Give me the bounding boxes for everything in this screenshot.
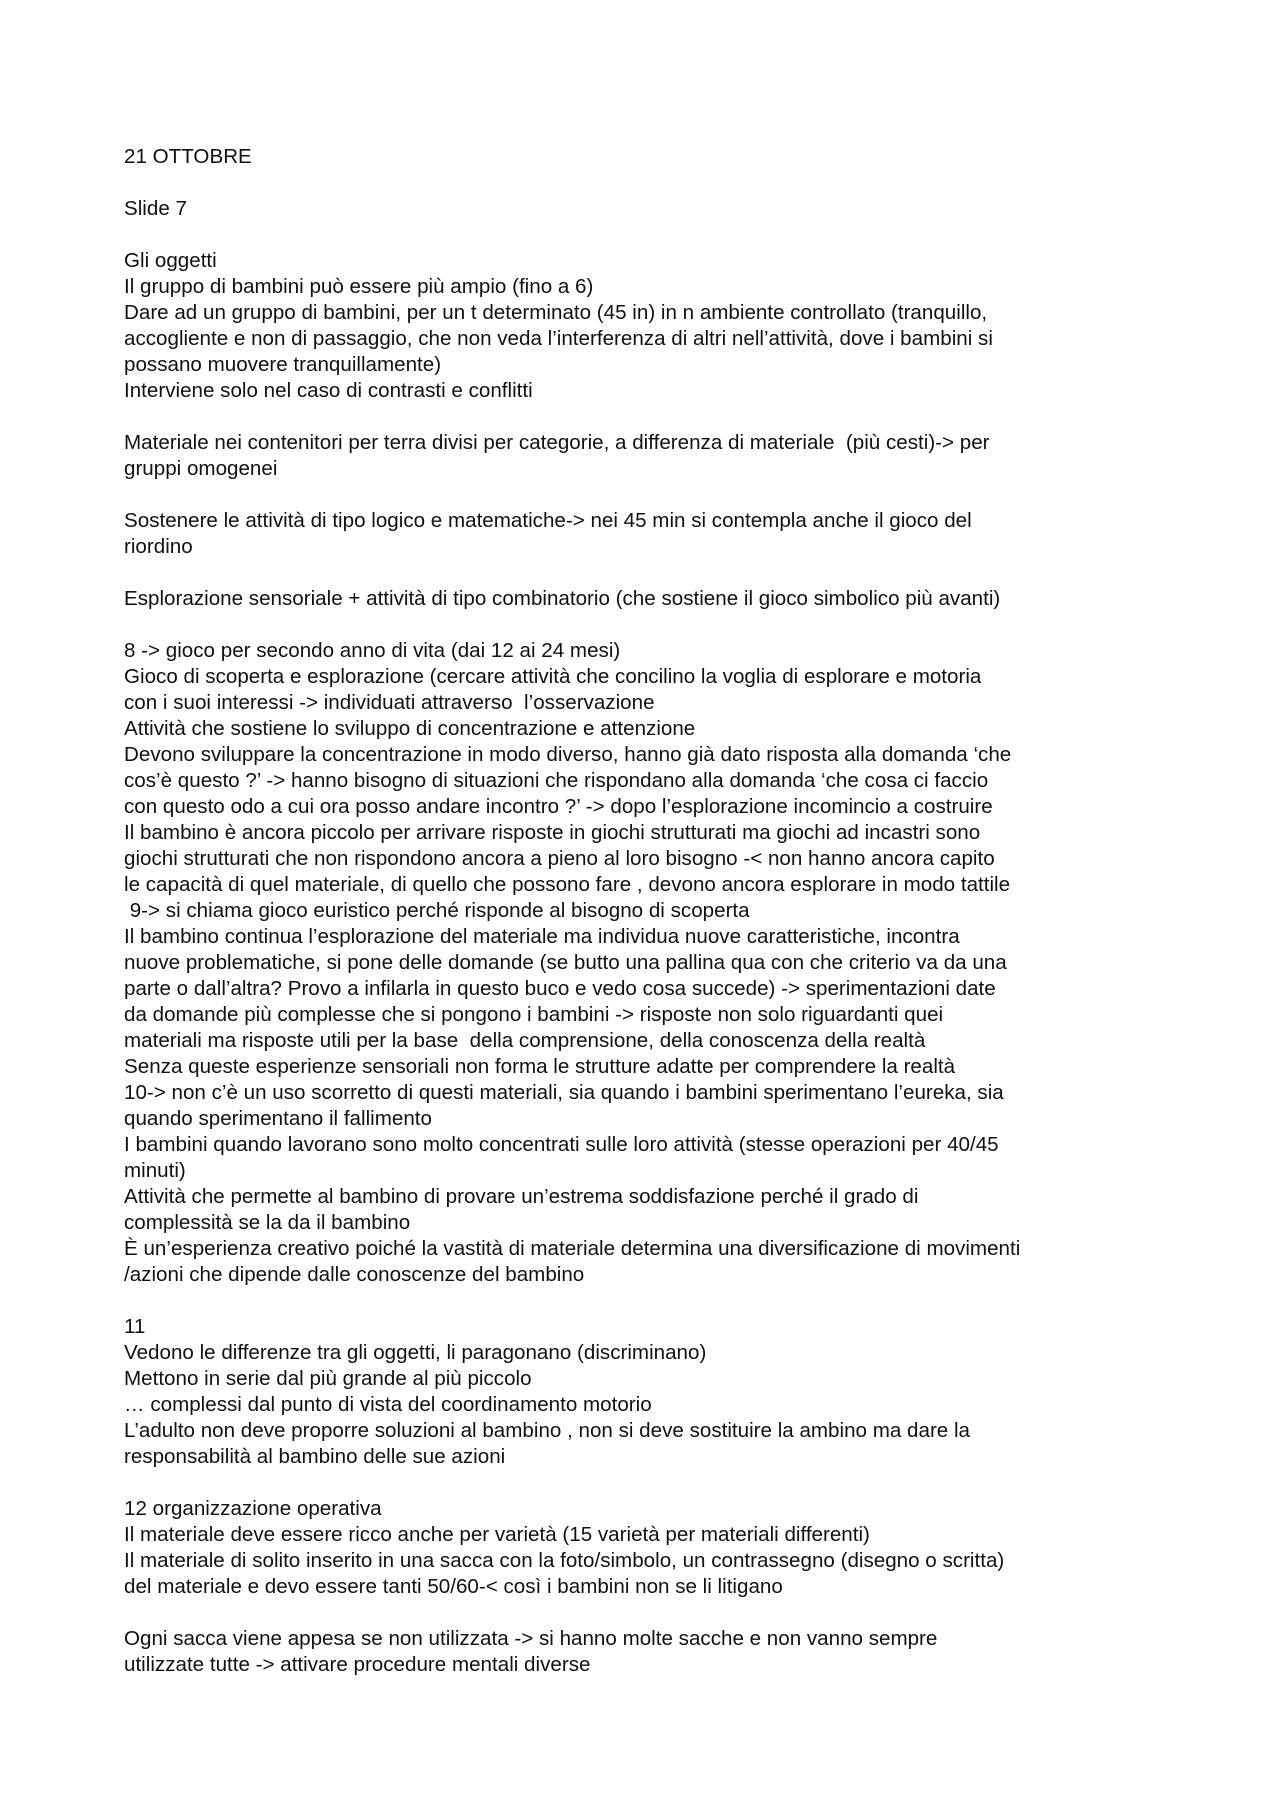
text-line: … complessi dal punto di vista del coordinamento motorio [124,1393,652,1416]
text-line: L’adulto non deve proporre soluzioni al bambino , non si deve sostituire la ambino ma dare la [124,1419,971,1442]
text-line: 10-> non c’è un uso scorretto di questi materiali, sia quando i bambini sperimentano l’eureka, sia [124,1081,1004,1104]
text-line: /azioni che dipende dalle conoscenze del bambino [124,1263,585,1286]
text-line: Gli oggetti [124,249,217,272]
text-line: Ogni sacca viene appesa se non utilizzata -> si hanno molte sacche e non vanno sempre [124,1627,938,1650]
text-line: responsabilità al bambino delle sue azioni [124,1445,506,1468]
text-line: I bambini quando lavorano sono molto concentrati sulle loro attività (stesse operazioni per 40/45 [124,1133,999,1156]
text-line: Il bambino è ancora piccolo per arrivare risposte in giochi strutturati ma giochi ad incastri sono [124,821,981,844]
text-line: Il gruppo di bambini può essere più ampio (fino a 6) [124,275,594,298]
text-line: Interviene solo nel caso di contrasti e conflitti [124,379,533,402]
document-body [124,144,1184,1704]
text-line: È un’esperienza creativo poiché la vastità di materiale determina una diversificazione di movimenti [124,1237,1021,1260]
text-line: utilizzate tutte -> attivare procedure mentali diverse [124,1653,591,1676]
text-line: 12 organizzazione operativa [124,1497,382,1520]
paragraph [124,196,1184,222]
text-line: Senza queste esperienze sensoriali non forma le strutture adatte per comprendere la realtà [124,1055,956,1078]
text-line: materiali ma risposte utili per la base della comprensione, della conoscenza della realtà [124,1029,926,1052]
text-line: Sostenere le attività di tipo logico e matematiche-> nei 45 min si contempla anche il gioco del [124,509,972,532]
text-line: accogliente e non di passaggio, che non veda l’interferenza di altri nell’attività, dove i bambini si [124,327,993,350]
text-line: nuove problematiche, si pone delle domande (se butto una pallina qua con che criterio va da una [124,951,1007,974]
text-line: complessità se la da il bambino [124,1211,411,1234]
text-line: 8 -> gioco per secondo anno di vita (dai 12 ai 24 mesi) [124,639,621,662]
text-line: da domande più complesse che si pongono i bambini -> risposte non solo riguardanti quei [124,1003,944,1026]
paragraph [124,1626,1184,1678]
text-line: parte o dall’altra? Provo a infilarla in questo buco e vedo cosa succede) -> sperimentazioni date [124,977,996,1000]
text-line: Slide 7 [124,197,187,220]
paragraph [124,144,1184,170]
text-line: minuti) [124,1159,186,1182]
text-line: le capacità di quel materiale, di quello che possono fare , devono ancora esplorare in modo tattile [124,873,1011,896]
text-line: 21 OTTOBRE [124,145,252,168]
paragraph [124,248,1184,404]
text-line: gruppi omogenei [124,457,278,480]
paragraph [124,586,1184,612]
paragraph [124,1496,1184,1600]
text-line: Dare ad un gruppo di bambini, per un t determinato (45 in) in n ambiente controllato (tranquillo, [124,301,988,324]
paragraph [124,430,1184,482]
paragraph [124,638,1184,1288]
text-line: del materiale e devo essere tanti 50/60-< così i bambini non se li litigano [124,1575,783,1598]
text-line: Attività che sostiene lo sviluppo di concentrazione e attenzione [124,717,696,740]
text-line: 9-> si chiama gioco euristico perché risponde al bisogno di scoperta [124,899,750,922]
paragraph [124,1314,1184,1470]
text-line: Esplorazione sensoriale + attività di tipo combinatorio (che sostiene il gioco simbolico più avanti) [124,587,1001,610]
text-line: Attività che permette al bambino di provare un’estrema soddisfazione perché il grado di [124,1185,919,1208]
text-line: giochi strutturati che non rispondono ancora a pieno al loro bisogno -< non hanno ancora capito [124,847,995,870]
text-line: con questo odo a cui ora posso andare incontro ?’ -> dopo l’esplorazione incomincio a costruire [124,795,993,818]
text-line: Il materiale di solito inserito in una sacca con la foto/simbolo, un contrassegno (disegno o scritta) [124,1549,1005,1572]
text-line: Mettono in serie dal più grande al più piccolo [124,1367,532,1390]
text-line: Materiale nei contenitori per terra divisi per categorie, a differenza di materiale (più cesti)-> per [124,431,990,454]
text-line: 11 [124,1315,146,1338]
text-line: riordino [124,535,193,558]
text-line: Vedono le differenze tra gli oggetti, li paragonano (discriminano) [124,1341,707,1364]
text-line: Il bambino continua l’esplorazione del materiale ma individua nuove caratteristiche, incontra [124,925,960,948]
paragraph [124,508,1184,560]
text-line: quando sperimentano il fallimento [124,1107,432,1130]
text-line: Devono sviluppare la concentrazione in modo diverso, hanno già dato risposta alla domanda ‘che [124,743,1012,766]
text-line: possano muovere tranquillamente) [124,353,442,376]
text-line: Il materiale deve essere ricco anche per varietà (15 varietà per materiali differenti) [124,1523,870,1546]
text-line: con i suoi interessi -> individuati attraverso l’osservazione [124,691,655,714]
text-line: Gioco di scoperta e esplorazione (cercare attività che concilino la voglia di esplorare e motoria [124,665,982,688]
text-line: cos’è questo ?’ -> hanno bisogno di situazioni che rispondano alla domanda ‘che cosa ci faccio [124,769,989,792]
